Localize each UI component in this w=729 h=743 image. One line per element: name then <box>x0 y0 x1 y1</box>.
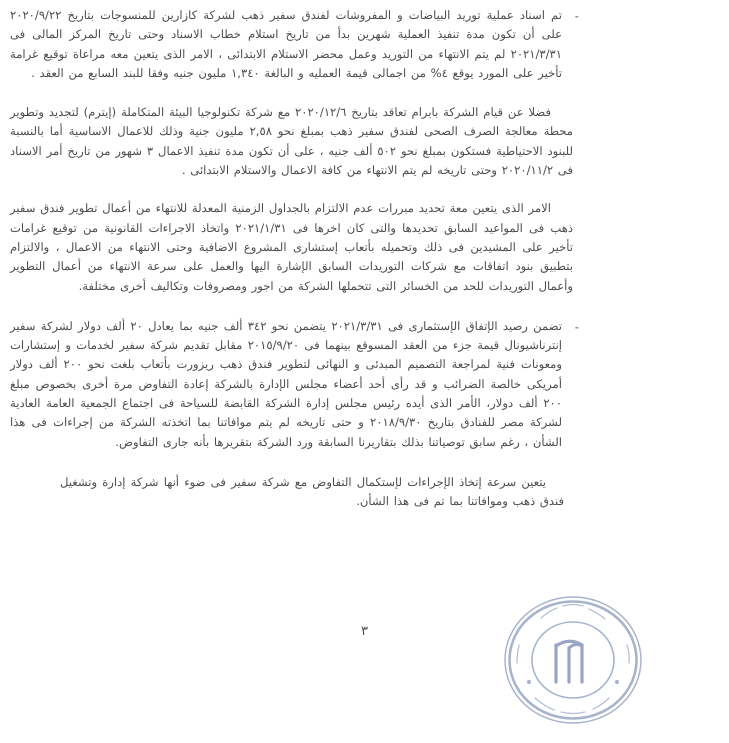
bullet-dash-icon: - <box>574 319 579 334</box>
bullet-dash-icon: - <box>574 9 579 23</box>
paragraph-bullet-1 <box>10 6 579 83</box>
paragraph-3: الامر الذى يتعين معة تحديد مبررات عدم الالتزام بالجداول الزمنية المعدلة للانتهاء من أعمال تطوير فندق سفير ذهب فى المواعيد السابق تحديدها والتى كان اخرها فى ٢٠٢١/١/٣١ واتخاذ الاجراءات القانونية من توقيع غرامات تأخير على المشيدين فى ذلك وتحميله بأتعاب إستشارى المشروع الاضافية وحتى الانتهاء من الاعمال ، والالتزام بتطبيق بنود اتفاقات مع شركات التوريدات السابق الإشارة اليها والعمل على سرعة الانتهاء من أعمال التطوير وأعمال التوريدات للحد من الخسائر التى تتحملها الشركة من اجور ومصروفات وتكاليف أخرى مختلفة. <box>10 201 574 293</box>
paragraph-text: تم اسناد عملية توريد البياضات و المفروشات لفندق سفير ذهب لشركة كازارين للمنسوجات بتاريخ ٢٠٢٠/٩/٢٢ على أن تكون مدة تنفيذ العملية شهرين بدأ من تاريخ استلام خطاب الاسناد وحتى تاريخ المركز المالى فى ٢٠٢١/٣/٣١ لم يتم الانتهاء من التوريد وعمل محضر الاستلام الابتدائى ، الامر الذى يتعين معه مراعاة توقيع غرامة تأخير على المورد يوقع ٤% من اجمالى قيمة العمليه و البالغة ١,٣٤٠ مليون جنيه وفقا للبند السابع من العقد . <box>10 8 562 80</box>
paragraph-gap <box>0 296 719 317</box>
paragraph-gap <box>0 83 719 103</box>
paragraph-bullet-4 <box>10 317 579 452</box>
paragraph-gap <box>0 452 719 473</box>
paragraph-text: تضمن رصيد الإتفاق الإستثمارى فى ٢٠٢١/٣/٣١ يتضمن نحو ٣٤٢ ألف جنيه بما يعادل ٢٠ ألف دولار لشركة سفير إنترناشيونال قيمة جزء من العقد المسوقع بينهما فى ٢٠١٥/٩/٢٠ مقابل تقديم شركة سفير لخدمات و إستشارات ومعونات فنية لمراجعة التصميم المبدئى و النهائى لتطوير فندق ذهب ريزورت بأتعاب بلغت نحو ٢٠٠ ألف دولار أمريكى خالصة الضرائب و قد رأى أحد أعضاء مجلس الإدارة بالشركة إعادة التفاوض مرة أخرى بخصوص مبلغ ٢٠٠ ألف دولار، الأمر الذى أيده رئيس مجلس إدارة الشركة القابضة للسياحة فى اجتماع الجمعية العامة العادية لشركة مصر للفنادق بتاريخ ٢٠١٨/٩/٣٠ و حتى تاريخه لم يتم موافاتنا بما اتخذته الشركة من إجراءات فى هذا الشأن ، رغم سابق توصياتنا بذلك بتقاريرنا السابقة ورد الشركة بتقريرها بأنه جارى التفاوض. <box>10 318 563 449</box>
paragraph-gap <box>0 180 719 199</box>
paragraph-5: يتعين سرعة إتخاذ الإجراءات لإستكمال التفاوض مع شركة سفير فى ضوء أنها شركة إدارة وتشغيل فندق ذهب وموافاتنا بما تم فى هذا الشأن. <box>60 474 564 509</box>
page-number: ٣ <box>361 624 368 639</box>
paragraph-2: فضلا عن قيام الشركة بابرام تعاقد بتاريخ ٢٠٢٠/١٢/٦ مع شركة تكنولوجيا البيئة المتكاملة (إيترم) لتجديد وتطوير محطة معالجة الصرف الصحى لفندق سفير ذهب بمبلغ نحو ٢,٥٨ مليون جنية وذلك للاعمال الاساسية أما بالنسبة للبنود الاحتياطية فستكون بمبلغ نحو ٥٠٢ ألف جنيه ، على أن تكون مدة تنفيذ الاعمال ٣ شهور من تاريخ أمر الاسناد فى ٢٠٢٠/١١/٢ وحتى تاريخه لم يتم الانتهاء من كافة الاعمال والاستلام الابتدائى . <box>10 105 573 178</box>
